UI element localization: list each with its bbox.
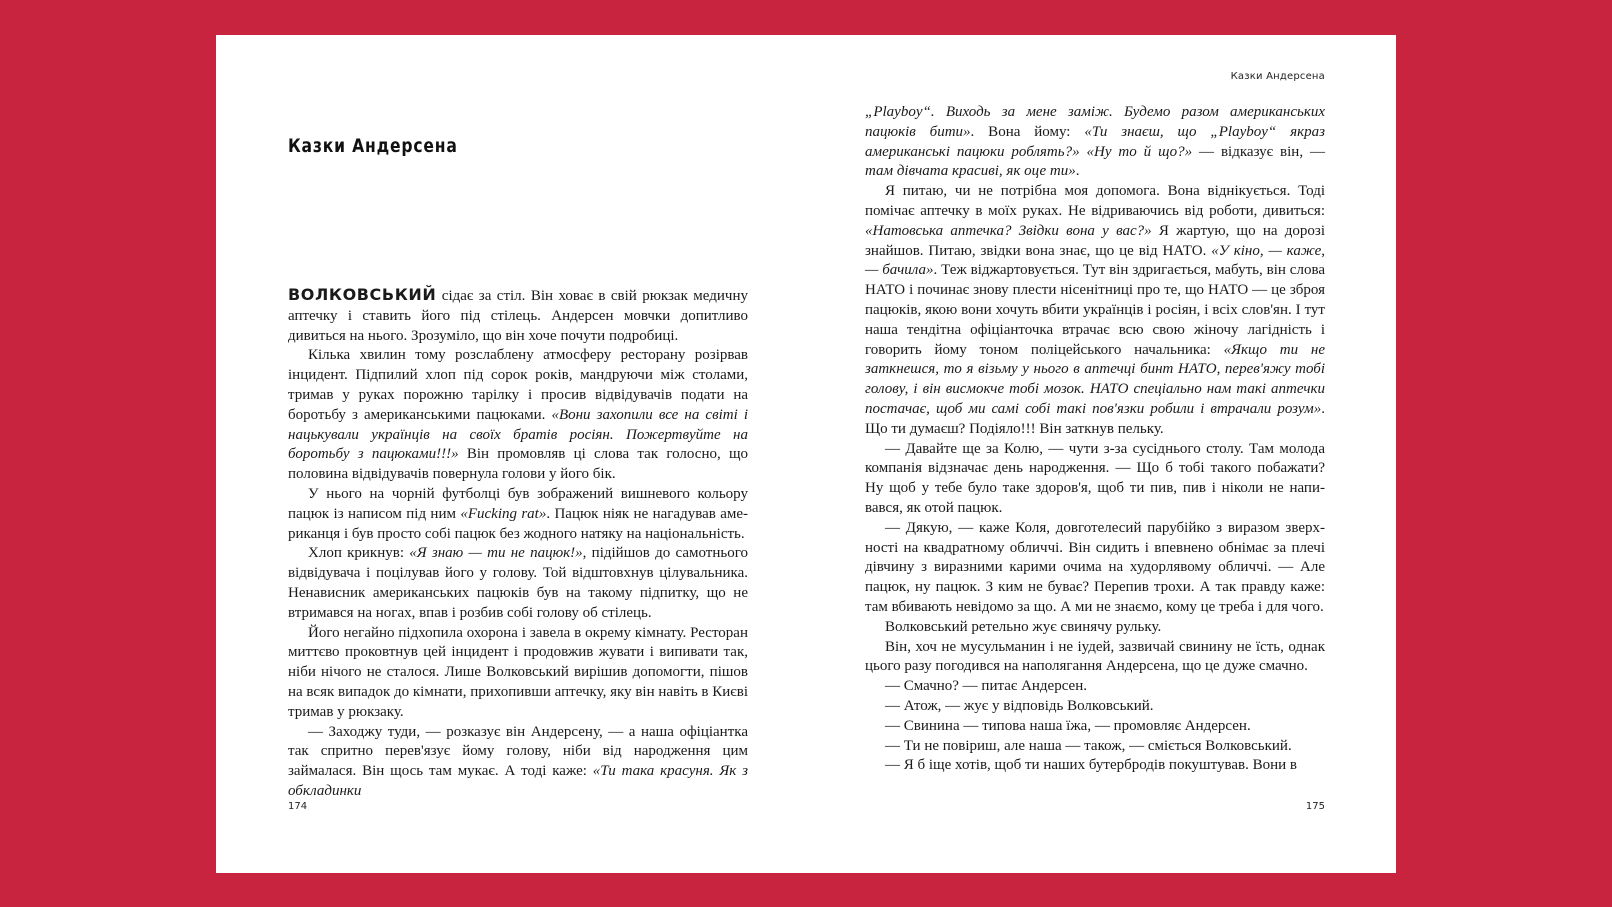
text-run: Кілька хвилин тому розслаблену атмосферу ресторану розірвав інцидент. Підпилий хлоп під сорок років, мандруючи між столами, тримав у руках порожню тарілку і просив відвідувачів подати на боротьбу з американськими пацюками.	[288, 347, 748, 423]
left-page	[288, 35, 748, 873]
italic-quote: «Ти знаєш, що „Playboy“ якраз американські пацюки роблять?»	[865, 123, 1325, 160]
text-run: . Теж віджартовується. Тут він здригається, мабуть, він слова НАТО і починає знову плести нісенітниці про те, що НАТО — це зброя пацюків, якою вони хочуть вбити українців і росіян, і всіх слов'ян. І тут наша тендітна офіціанточка втрачає всю свою жіночу лагідність і говорить йому тоном поліцейського начальника:	[865, 262, 1325, 358]
italic-quote: «Я знаю — ти не пацюк!»	[409, 545, 583, 562]
italic-quote: «Ну то й що?»	[1086, 143, 1193, 160]
page-number-right: 175	[1305, 801, 1325, 812]
book-spread	[216, 35, 1396, 873]
running-head: Казки Андерсена	[1230, 71, 1325, 82]
paragraph	[865, 618, 1325, 638]
paragraph	[865, 717, 1325, 737]
text-run: . Пацюк ніяк не нагадував американця і був просто собі пацюк без жодного натяку на національність.	[288, 505, 749, 542]
text-run: — відказує він, —	[1192, 143, 1325, 160]
text-run: Хлоп крикнув:	[308, 545, 410, 562]
text-run: .	[1075, 163, 1080, 180]
paragraph	[865, 677, 1325, 697]
italic-quote: «Якщо ти не заткнешся, то я візьму у нього в аптечці бинт НАТО, перев'яжу тобі голову, і він висмокче тобі мозок. НАТО спеціально нам такі аптечки постачає, щоб ми самі собі такі пов'язки робили і втрачали розум»	[865, 341, 1325, 417]
italic-quote: «Fucking rat»	[460, 505, 547, 522]
text-run: Він, хоч не мусульманин і не іудей, зазвичай свинину не їсть, однак цього разу погодився на наполягання Андерсена, що це дуже смачно.	[865, 638, 1325, 675]
paragraph	[288, 346, 748, 485]
text-run: — Заходжу туди, — розказує він Андерсену, — а наша офіціантка так спритно перев'язує йому голову, ніби від народження цим займалася. Він щось там мукає. А тоді каже:	[288, 723, 748, 780]
text-run: — Давайте ще за Колю, — чути з-за сусіднього столу. Там молода компанія відзначає день народження. — Що б тобі такого побажати? Ну щоб у тебе було таке здоров'я, щоб ти пив, пив і ніколи не напивався, як отой пацюк.	[865, 440, 1325, 516]
italic-quote: там дівчата красиві, як оце ти»	[865, 163, 1076, 180]
italic-quote: «Натовська аптечка? Звідки вона у вас?»	[865, 222, 1152, 239]
text-run: — Свинина — типова наша їжа, — промовляє Андерсен.	[885, 717, 1251, 734]
text-run: — Ти не повіриш, але наша — також, — сміється Волковський.	[885, 737, 1292, 754]
paragraph	[865, 103, 1325, 182]
paragraph	[288, 544, 748, 623]
text-run: Його негайно підхопила охорона і завела в окрему кімнату. Ресторан миттєво проковтнув цей інцидент і продовжив жувати і випивати так, ніби нічого не сталося. Лише Волковський вирішив допомогти, пішов на всяк випадок до кімнати, прихопивши аптечку, яку він навіть в Києві тримав у рюкзаку.	[288, 624, 748, 720]
paragraph	[865, 756, 1325, 776]
text-run: — Смачно? — питає Андерсен.	[885, 678, 1087, 695]
paragraph	[865, 182, 1325, 439]
left-page-body	[288, 285, 748, 802]
paragraph	[865, 440, 1325, 519]
lead-word: ВОЛКОВСЬКИЙ	[288, 285, 437, 304]
text-run: Він промовляв ці слова так голосно, що половина відвідувачів повернула голови у його бік.	[288, 446, 749, 483]
text-run: Я жартую, що на дорозі знайшов. Питаю, звідки вона знає, що це від НАТО.	[865, 222, 1325, 259]
right-page	[865, 35, 1325, 873]
italic-quote: «У кіно, — каже, — бачила»	[865, 242, 1325, 279]
text-run: . Вона йому:	[970, 123, 1085, 140]
paragraph	[865, 737, 1325, 757]
paragraph	[288, 624, 748, 723]
text-run	[1080, 144, 1087, 160]
italic-quote: «Ти така красуня. Як з обкладинки	[288, 763, 748, 799]
text-run: — Атож, — жує у відповідь Волковський.	[885, 697, 1154, 714]
paragraph	[865, 697, 1325, 717]
page-number-left: 174	[288, 801, 308, 812]
paragraph	[288, 485, 748, 544]
right-page-body	[865, 103, 1325, 776]
paragraph	[865, 638, 1325, 678]
text-run: — Я б іще хотів, щоб ти наших бутербродів покуштував. Вони в	[885, 757, 1297, 774]
text-run: Я питаю, чи не потрібна моя допомога. Вона віднікується. Тоді помічає аптечку в моїх руках. Не відриваючись від роботи, дивиться:	[865, 183, 1325, 219]
text-run: сідає за стіл. Він ховає в свій рюкзак медичну аптечку і ставить його під стілець. Андерсен мовчки допитливо дивиться на нього. Зрозуміло, що він хоче почути подробиці.	[288, 288, 748, 344]
text-run: . Що ти думаєш? Подіяло!!! Він заткнув пельку.	[865, 400, 1325, 437]
italic-quote: «Вони захопили все на світі і нацькували українців на своїх братів росіян. Пожертвуйте на боротьбу з пацюками!!!»	[288, 406, 748, 463]
text-run: — Дякую, — каже Коля, довготелесий парубійко з виразом зверхності на квадратному обличчі. Він сидить і впевнено обнімає за плечі дівчину з виразними карими очима на худорлявому обличчі. — Але пацюк, ну пацюк. З ким не буває? Перепив трохи. А так правду каже: там вбивають невідомо за що. А ми не знаємо, кому це треба і для чого.	[865, 519, 1325, 615]
paragraph	[865, 519, 1325, 618]
chapter-title: Казки Андерсена	[288, 135, 458, 157]
paragraph	[288, 723, 748, 802]
text-run: Волковський ретельно жує свинячу рульку.	[885, 618, 1162, 635]
text-run: У нього на чорній футболці був зображений вишневого кольору пацюк із написом під ним	[288, 485, 748, 522]
italic-quote: „Playboy“. Виходь за мене заміж. Будемо разом американських пацюків бити»	[865, 104, 1325, 140]
paragraph	[288, 285, 748, 346]
text-run: , підійшов до самотнього відвідувача і поцілував його у голову. Той відштовхнув цілувальника. Ненависник американських пацюків був на такому підпитку, що не втримався на ногах, впав і розбив собі голову об стілець.	[288, 545, 748, 621]
